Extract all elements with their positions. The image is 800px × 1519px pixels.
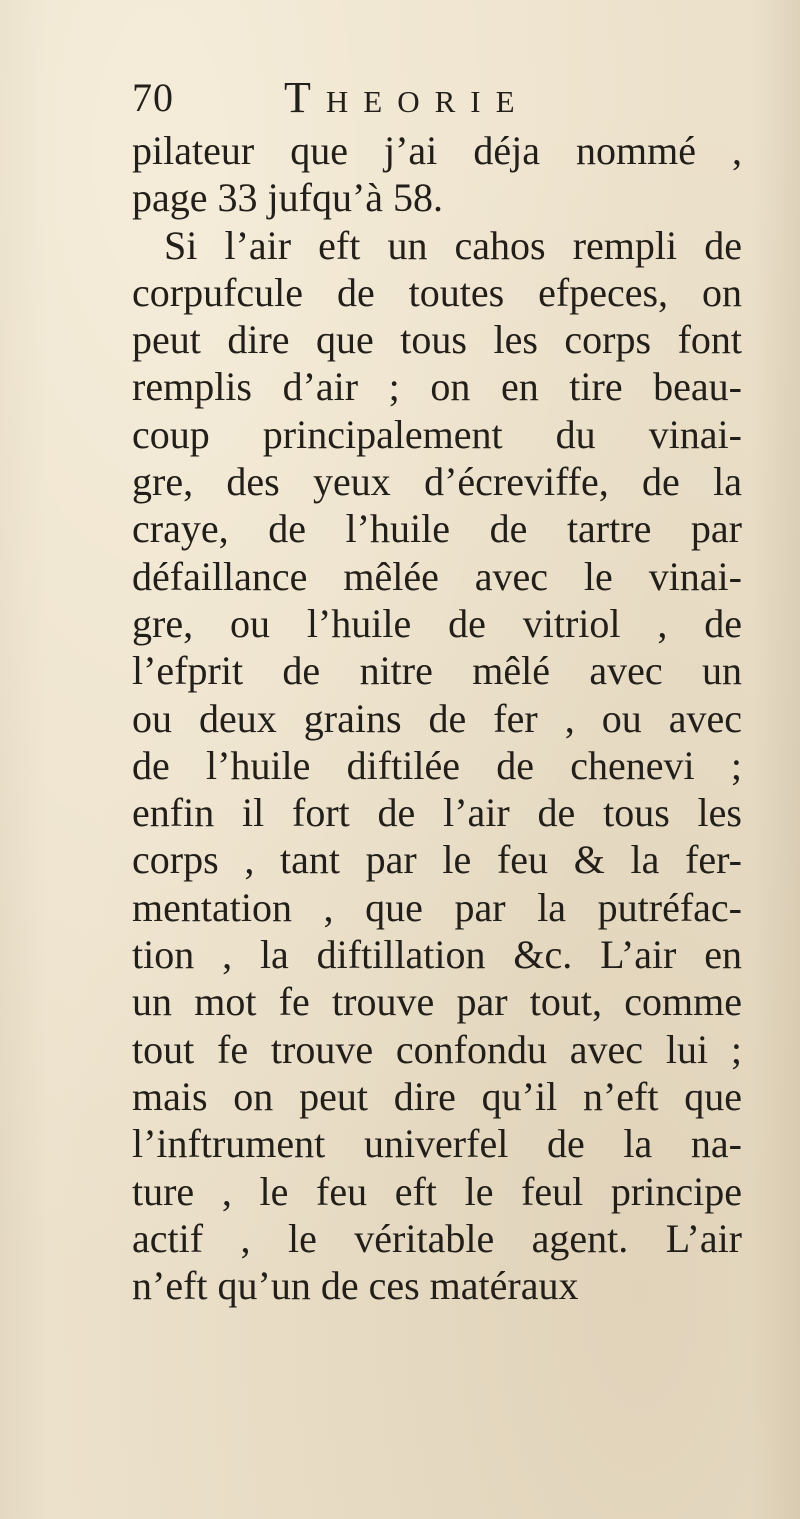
text-line: n’eft qu’un de ces matéraux [132,1263,579,1309]
text-line: corps , tant par le feu & la fer- [132,837,742,883]
text-line: craye, de l’huile de tartre par [132,506,742,552]
text-line: un mot fe trouve par tout, comme [132,979,742,1025]
text-line: ou deux grains de fer , ou avec [132,695,742,741]
text-line: corpufcule de toutes efpeces, on [132,269,742,315]
running-head-title-rest: HEORIE [325,84,530,119]
text-line: tion , la diftillation &c. L’air en [132,932,742,978]
text-line: gre, ou l’huile de vitriol , de [132,600,742,646]
text-line: mentation , que par la putréfac- [132,884,742,930]
running-head-title [284,74,530,126]
text-line: pilateur que j’ai déja nommé , [132,128,742,173]
text-line: défaillance mêlée avec le vinai- [132,553,742,599]
running-head-title-initial: T [284,73,326,122]
text-line: l’inftrument univerfel de la na- [132,1121,742,1167]
text-line: mais on peut dire qu’il n’eft que [132,1073,742,1119]
text-line: actif , le véritable agent. L’air [132,1215,742,1261]
text-line: de l’huile diftilée de chenevi ; [132,742,742,788]
text-line: Si l’air eft un cahos rempli de [164,222,742,268]
text-line: page 33 jufqu’à 58. [132,175,444,221]
text-line: l’efprit de nitre mêlé avec un [132,648,742,694]
text-line: enfin il fort de l’air de tous les [132,790,742,836]
text-line: remplis d’air ; on en tire beau- [132,364,742,410]
text-line: tout fe trouve confondu avec lui ; [132,1026,742,1072]
text-line: coup principalement du vinai- [132,411,742,457]
text-line: peut dire que tous les corps font [132,317,742,363]
text-line: gre, des yeux d’écreviffe, de la [132,459,742,505]
running-head [132,74,692,122]
text-line: ture , le feu eft le feul principe [132,1168,742,1214]
body-text [132,127,742,1309]
page-number: 70 [132,75,174,120]
